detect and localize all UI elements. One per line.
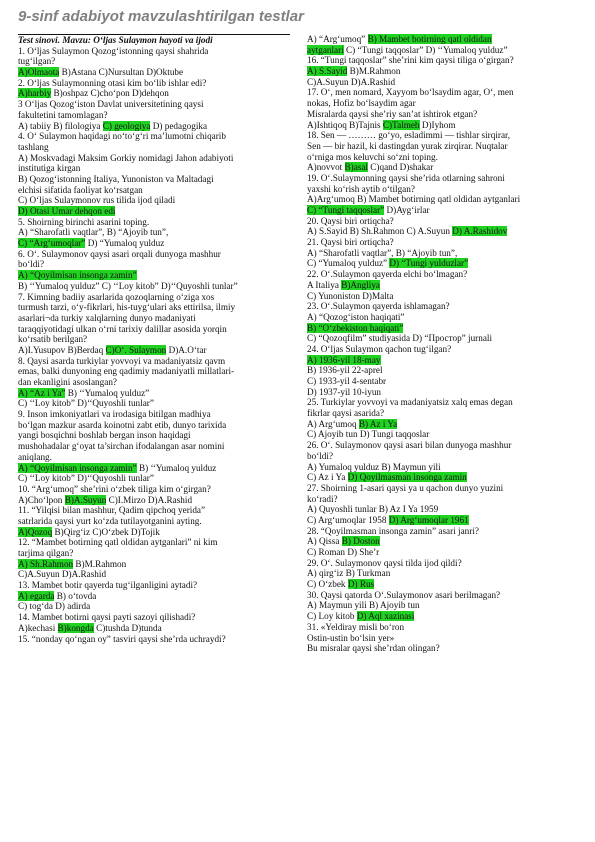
- test-line: [307, 141, 579, 152]
- section-heading: [18, 35, 290, 46]
- text-segment: C)tushda D)tunda: [93, 622, 162, 633]
- text-segment: B) ‘‘Yumaloq yulduz”: [65, 387, 150, 398]
- test-line: [307, 98, 579, 109]
- text-segment: Ostin-ustin bo‘lsin yer»: [307, 632, 395, 643]
- text-segment: taraqqiyotidagi ulkan o‘rni tarixiy dalillar asosida yorqin: [18, 323, 227, 334]
- text-segment: institutiga kirgan: [18, 163, 81, 174]
- test-line: [18, 121, 290, 132]
- test-line: [307, 323, 579, 334]
- test-line: [307, 248, 579, 259]
- text-segment: D)Iyhom: [419, 119, 456, 130]
- test-line: [18, 313, 290, 324]
- text-segment: C) O‘zbek: [307, 579, 348, 590]
- test-line: [18, 548, 290, 559]
- highlighted-answer: B) Doston: [341, 536, 380, 547]
- test-line: [307, 504, 579, 515]
- test-line: [307, 547, 579, 558]
- test-line: [307, 45, 579, 56]
- text-segment: 10. “Arg‘umoq” she’rini o‘zbek tiliga kim o‘girgan?: [18, 483, 211, 494]
- text-segment: 6. O‘. Sulaymonov qaysi asari orqali dunyoga mashhur: [18, 248, 221, 259]
- test-line: [18, 409, 290, 420]
- text-segment: ko‘rsatib berilgan?: [18, 334, 88, 345]
- text-segment: 1. O‘ljas Sulaymon Qozog‘istonning qaysi shahrida: [18, 45, 209, 56]
- text-segment: mushohadalar g‘oyat ta’sirchan ifodalangan asar nomini: [18, 441, 225, 452]
- text-segment: 13. Mambet botir qayerda tug‘ilganligini aytadi?: [18, 580, 198, 591]
- text-segment: 21. Qaysi biri ortiqcha?: [307, 237, 394, 248]
- test-line: [18, 78, 290, 89]
- left-column: [18, 34, 290, 644]
- highlighted-answer: C) “Tungi taqqoslar”: [307, 205, 385, 215]
- test-line: [307, 633, 579, 644]
- text-segment: C) O‘ljas Sulaymonov rus tilida ijod qiladi: [18, 195, 176, 206]
- highlighted-answer: A) egarda: [18, 590, 55, 601]
- text-segment: C) Arg‘umoqlar 1958: [307, 514, 389, 525]
- test-line: [307, 237, 579, 248]
- text-segment: 14. Mambet botirni qaysi payti sazoyi qilishadi?: [18, 612, 196, 623]
- test-line: [307, 526, 579, 537]
- test-line: [18, 67, 290, 78]
- test-line: [18, 473, 290, 484]
- test-line: [18, 153, 290, 164]
- text-segment: C)qand D)shakar: [368, 162, 434, 173]
- text-segment: Bu misralar qaysi she’rdan olingan?: [307, 643, 440, 654]
- text-segment: asarlari¬da turkiy xalqlarning dunyo madaniyati: [18, 312, 196, 323]
- test-line: [18, 463, 290, 474]
- text-segment: 22. O‘.Sulaymon qayerda elchi bo‘lmagan?: [307, 269, 468, 280]
- text-segment: A)Cho‘lpon: [18, 494, 65, 505]
- text-segment: D)Ayg‘irlar: [384, 205, 430, 215]
- text-segment: 9. Inson imkoniyatlari va irodasiga bitilgan madhiya: [18, 409, 211, 420]
- test-line: [18, 259, 290, 270]
- test-line: [18, 505, 290, 516]
- test-line: [307, 376, 579, 387]
- text-segment: 8. Qaysi asarda turkiylar yovvoyi va madaniyatsiz qavm: [18, 355, 226, 366]
- text-segment: B)M.Rahmon: [347, 66, 401, 77]
- text-segment: bo‘ldi?: [18, 259, 45, 270]
- test-line: [307, 130, 579, 141]
- test-line: [307, 419, 579, 430]
- text-segment: nokas, Hofiz bo‘lsaydim agar: [307, 98, 416, 109]
- test-line: [18, 46, 290, 57]
- highlighted-answer: A) 1936-yil 18-may: [307, 354, 381, 365]
- text-segment: C) 1933-yil 4-sentabr: [307, 376, 387, 386]
- highlighted-answer: B)asal: [344, 162, 368, 173]
- text-segment: C)I.Mirzo D)A.Rashid: [106, 494, 193, 505]
- highlighted-answer: D) A.Rashidov: [452, 226, 508, 237]
- text-segment: B)M.Rahmon: [73, 558, 127, 569]
- test-line: [18, 270, 290, 281]
- text-segment: D) 1937-yil 10-iyun: [307, 386, 382, 397]
- test-line: [18, 452, 290, 463]
- text-segment: D) “Yumaloq yulduz: [85, 238, 165, 249]
- text-segment: fakultetini tamomlagan?: [18, 109, 108, 120]
- text-segment: B) ‘‘Yumaloq yulduz” C) ‘‘Loy kitob” D)‘‘Quyoshli tunlar”: [18, 280, 238, 291]
- test-line: [18, 227, 290, 238]
- text-segment: Misralarda qaysi she’riy san’at ishtirok etgan?: [307, 108, 478, 119]
- text-segment: tug‘ilgan?: [18, 56, 56, 67]
- test-line: [307, 173, 579, 184]
- text-segment: A) Qissa: [307, 536, 342, 547]
- text-segment: A) “Arg‘umoq”: [307, 34, 368, 44]
- highlighted-answer: C) geologiya: [102, 120, 151, 131]
- text-segment: 2. O‘ljas Sulaymonning otasi kim bo‘lib ishlar edi?: [18, 77, 207, 88]
- test-line: [307, 440, 579, 451]
- text-segment: A Italiya: [307, 279, 342, 290]
- test-line: [307, 226, 579, 237]
- highlighted-answer: aytganlari: [307, 44, 344, 55]
- test-line: [18, 99, 290, 110]
- text-segment: turmush tarzi, o‘y-fikrlari, his-tuyg‘ulari aks ettirilsa, ilmiy: [18, 302, 236, 313]
- test-line: [307, 483, 579, 494]
- test-line: [18, 516, 290, 527]
- text-segment: A)kechasi: [18, 622, 58, 633]
- text-segment: 28. “Qoyilmasman insonga zamin” asari janri?: [307, 525, 479, 536]
- text-segment: C) Roman D) She’r: [307, 547, 380, 557]
- text-segment: 16. “Tungi taqqoslar” she’rini kim qaysi tiliga o‘girgan?: [307, 55, 514, 66]
- test-line: [18, 527, 290, 538]
- text-segment: A) qirg‘iz B) Turkman: [307, 568, 391, 579]
- test-line: [307, 109, 579, 120]
- test-line: [307, 408, 579, 419]
- highlighted-answer: D) Aql xazinasi: [356, 611, 415, 622]
- test-line: [18, 441, 290, 452]
- highlighted-answer: A) S.Sayid: [307, 66, 348, 77]
- text-segment: 4. O‘ Sulaymon haqidagi no‘to‘g‘ri ma’lumotni chiqarib: [18, 131, 226, 142]
- text-segment: A)Arg‘umoq B) Mambet botirning qatl oldidan aytganlari: [307, 194, 521, 205]
- test-line: [18, 302, 290, 313]
- text-segment: Sen — bir hazil, ki dastingdan yurak zirqirar. Nuqtalar: [307, 140, 508, 151]
- test-line: [307, 365, 579, 376]
- test-line: [307, 333, 579, 344]
- text-segment: 29. O‘. Sulaymonov qaysi tilda ijod qildi?: [307, 557, 462, 568]
- text-segment: C) Az i Ya: [307, 472, 348, 483]
- test-line: [18, 206, 290, 217]
- text-segment: A) Moskvadagi Maksim Gorkiy nomidagi Jahon adabiyoti: [18, 152, 234, 163]
- text-segment: B) Qozog‘istonning Italiya, Yunoniston va Maltadagi: [18, 173, 214, 184]
- text-segment: C) “Yumaloq yulduz”: [307, 258, 390, 269]
- test-line: [307, 462, 579, 473]
- test-line: [18, 398, 290, 409]
- text-segment: B) o‘tovda: [54, 590, 97, 601]
- test-line: [307, 451, 579, 462]
- test-line: [18, 217, 290, 228]
- test-line: [18, 324, 290, 335]
- text-segment: 25. Turkiylar yovvoyi va madaniyatsiz xalq emas degan: [307, 397, 513, 408]
- highlighted-answer: C) “Arg‘umoqlar”: [18, 238, 86, 249]
- highlighted-answer: A) Sh.Rahmon: [18, 558, 74, 569]
- text-segment: 26. O‘. Sulaymonov qaysi asari bilan dunyoga mashhur: [307, 440, 512, 451]
- test-line: [307, 579, 579, 590]
- text-segment: A) Quyoshli tunlar B) Az I Ya 1959: [307, 504, 439, 515]
- text-segment: C) Ajoyib tun D) Tungi taqqoslar: [307, 429, 430, 440]
- text-segment: 24. O‘ljas Sulaymon qachon tug‘ilgan?: [307, 343, 452, 354]
- highlighted-answer: D) Arg‘umoqlar 1961: [388, 514, 469, 525]
- highlighted-answer: D) Qoyilmasman insonga zamin: [347, 472, 467, 483]
- test-line: [18, 110, 290, 121]
- text-segment: emas, balki dunyoning eng qadimiy madaniyatli millatlari-: [18, 366, 235, 377]
- test-line: [18, 580, 290, 591]
- right-column: [307, 34, 579, 654]
- text-segment: C) tog‘da D) adirda: [18, 601, 91, 612]
- test-line: [18, 195, 290, 206]
- test-line: [307, 291, 579, 302]
- text-segment: 18. Sen — ……… go‘yo, esladimmi — tishlar sirqirar,: [307, 130, 511, 141]
- test-line: [18, 174, 290, 185]
- text-segment: C) ‘‘Loy kitob” D)‘‘Quyoshli tunlar”: [18, 398, 154, 409]
- test-line: [307, 162, 579, 173]
- test-line: [18, 238, 290, 249]
- text-segment: 20. Qaysi biri ortiqcha?: [307, 215, 394, 226]
- text-segment: 5. Shoirning birinchi asarini toping.: [18, 216, 150, 227]
- highlighted-answer: B) “O‘zbekiston haqiqati”: [307, 322, 404, 333]
- text-segment: fikrlar qaysi asarida?: [307, 408, 385, 419]
- highlighted-answer: A)Olmaota: [18, 67, 60, 78]
- text-segment: A) “Sharofatli vaqtlar”, B) “Ajoyib tun”,: [307, 247, 458, 258]
- text-segment: yangi bosqichni boshlab bergan inson haqidagi: [18, 430, 191, 441]
- text-segment: 15. “nonday qo‘ngan oy” tasviri qaysi she’rda uchraydi?: [18, 633, 226, 644]
- test-line: [307, 269, 579, 280]
- test-line: [18, 281, 290, 292]
- text-segment: C) ‘‘Loy kitob” D)‘‘Quyoshli tunlar”: [18, 473, 154, 484]
- text-segment: B)Qirg‘iz C)O‘zbek D)Tojik: [52, 526, 160, 537]
- test-line: [18, 88, 290, 99]
- highlighted-answer: B)A.Suyun: [64, 494, 107, 505]
- text-segment: C)A.Suyun D)A.Rashid: [18, 569, 107, 580]
- test-line: [307, 600, 579, 611]
- test-line: [307, 472, 579, 483]
- text-segment: 23. O‘.Sulaymon qayerda ishlamagan?: [307, 301, 450, 312]
- text-segment: A) Yumaloq yulduz B) Maymun yili: [307, 461, 441, 472]
- test-line: [18, 591, 290, 602]
- test-line: [18, 388, 290, 399]
- test-line: [307, 558, 579, 569]
- test-line: [18, 292, 290, 303]
- text-segment: Test sinovi. Mavzu: O‘ljas Sulaymon hayoti va ijodi: [18, 35, 213, 45]
- test-line: [307, 120, 579, 131]
- test-line: [307, 194, 579, 205]
- text-segment: 17. O‘, men nomard, Xayyom bo‘lsaydim agar, O‘, men: [307, 87, 514, 98]
- text-segment: C)A.Suyun D)A.Rashid: [307, 76, 396, 87]
- highlighted-answer: A) “Az i Ya”: [18, 387, 66, 398]
- text-segment: 3 O‘ljas Qozog‘iston Davlat universitetining qaysi: [18, 99, 204, 110]
- test-line: [307, 355, 579, 366]
- page-title: 9-sinf adabiyot mavzulashtirilgan testlar: [18, 8, 304, 25]
- text-segment: B) ‘‘Yumaloq yulduz: [136, 462, 217, 473]
- test-line: [18, 142, 290, 153]
- highlighted-answer: D) Rus: [347, 579, 375, 590]
- test-line: [307, 87, 579, 98]
- test-line: [307, 515, 579, 526]
- highlighted-answer: D) Otasi Umar dehqon edi: [18, 206, 116, 216]
- text-segment: B) 1936-yil 22-aprel: [307, 365, 383, 376]
- test-line: [307, 301, 579, 312]
- test-line: [18, 559, 290, 570]
- text-segment: 11. “Yilqisi bilan mashhur, Qadim qipchoq yerida”: [18, 505, 206, 516]
- test-line: [18, 185, 290, 196]
- test-line: [18, 334, 290, 345]
- text-segment: C) “Qozoqfilm” studiyasida D) “Простор” jurnali: [307, 333, 493, 344]
- test-line: [18, 634, 290, 645]
- test-line: [18, 612, 290, 623]
- test-line: [18, 131, 290, 142]
- text-segment: D) pedagogika: [150, 120, 208, 131]
- test-line: [307, 611, 579, 622]
- test-line: [307, 258, 579, 269]
- test-line: [18, 495, 290, 506]
- test-line: [18, 430, 290, 441]
- text-segment: A) “Qozog‘iston haqiqati”: [307, 311, 405, 322]
- test-line: [307, 643, 579, 654]
- text-segment: B)Astana C)Nursultan D)Oktube: [59, 67, 184, 78]
- test-line: [307, 397, 579, 408]
- highlighted-answer: B) Az i Ya: [358, 418, 398, 429]
- test-line: [307, 622, 579, 633]
- text-segment: tashlang: [18, 141, 49, 152]
- text-segment: A) “Sharofatli vaqtlar”, B) “Ajoyib tun”,: [18, 227, 169, 238]
- test-line: [18, 356, 290, 367]
- text-segment: yaxshi ko‘rish aytib o‘tilgan?: [307, 183, 415, 194]
- test-line: [18, 601, 290, 612]
- test-line: [307, 77, 579, 88]
- text-segment: 7. Kimning badiiy asarlarida qozoqlarning o‘ziga xos: [18, 291, 215, 302]
- test-line: [307, 216, 579, 227]
- text-segment: o‘rniga mos keluvchi so‘zni toping.: [307, 151, 438, 162]
- text-segment: A)Ishtiqoq B)Tajnis: [307, 119, 383, 130]
- highlighted-answer: C)Talmeh: [382, 119, 420, 130]
- highlighted-answer: B) Mambet botirning qatl oldidan: [367, 34, 492, 44]
- text-segment: 19. O‘.Sulaymonning qaysi she’rida otlarning sahroni: [307, 172, 505, 183]
- test-line: [18, 569, 290, 580]
- text-segment: B)oshpaz C)cho‘pon D)dehqon: [51, 88, 169, 99]
- text-segment: 12. “Mambet botirning qatl oldidan aytganlari” ni kim: [18, 537, 218, 548]
- highlighted-answer: B)kongda: [57, 622, 94, 633]
- test-line: [307, 568, 579, 579]
- test-line: [307, 55, 579, 66]
- highlighted-answer: A) “Qoyilmisan insonga zamin”: [18, 270, 137, 281]
- text-segment: bo‘ldi?: [307, 450, 334, 461]
- test-line: [307, 536, 579, 547]
- text-segment: ko‘radi?: [307, 493, 338, 504]
- test-line: [18, 484, 290, 495]
- text-segment: A) Maymun yili B) Ajoyib tun: [307, 600, 420, 611]
- test-line: [307, 429, 579, 440]
- highlighted-answer: D) “Tungi yulduzlar”: [389, 258, 469, 269]
- text-segment: dan ekanligini asoslangan?: [18, 377, 117, 387]
- text-segment: D)A.O‘tar: [166, 344, 207, 355]
- test-line: [18, 377, 290, 388]
- text-segment: C) Yunoniston D)Malta: [307, 290, 394, 301]
- text-segment: satrlarida qaysi yurt ko‘zda tutilayotganini ayting.: [18, 515, 202, 526]
- text-segment: A) Arg‘umoq: [307, 418, 359, 429]
- highlighted-answer: A) “Qoyilmisan insonga zamin”: [18, 462, 137, 473]
- test-line: [307, 280, 579, 291]
- text-segment: A) tabiiy B) filologiya: [18, 120, 103, 131]
- text-segment: tarjima qilgan?: [18, 548, 74, 558]
- test-line: [307, 34, 579, 45]
- test-line: [307, 312, 579, 323]
- text-segment: C) Loy kitob: [307, 611, 357, 622]
- text-segment: A)novvot: [307, 162, 345, 173]
- test-line: [307, 387, 579, 398]
- test-line: [307, 205, 579, 216]
- test-line: [18, 420, 290, 431]
- text-segment: elchisi sifatida faoliyat ko‘rsatgan: [18, 184, 143, 195]
- text-segment: 27. Shoirning 1-asari qaysi ya u qachon dunyo yuzini: [307, 482, 504, 493]
- test-line: [18, 537, 290, 548]
- text-segment: 31. «Yeldiray misli bo‘ron: [307, 621, 405, 632]
- highlighted-answer: B)Angliya: [341, 279, 380, 290]
- highlighted-answer: A)harbiy: [18, 88, 52, 99]
- test-line: [18, 345, 290, 356]
- text-segment: aniqlang.: [18, 451, 52, 462]
- text-segment: C) “Tungi taqqoslar” D) ‘‘Yumaloq yulduz”: [343, 44, 508, 55]
- highlighted-answer: A)Qozoq: [18, 526, 53, 537]
- test-line: [307, 66, 579, 77]
- test-line: [307, 344, 579, 355]
- test-line: [18, 249, 290, 260]
- test-line: [307, 590, 579, 601]
- test-line: [307, 184, 579, 195]
- test-line: [18, 366, 290, 377]
- text-segment: bo‘lgan mazkur asarda koinotni zabt etib, dunyo tarixida: [18, 419, 227, 430]
- text-segment: 30. Qaysi qatorda O‘.Sulaymonov asari berilmagan?: [307, 589, 501, 600]
- text-segment: A) S.Sayid B) Sh.Rahmon C) A.Suyun: [307, 226, 453, 237]
- test-line: [307, 152, 579, 163]
- highlighted-answer: C)O‘. Sulaymon: [105, 344, 167, 355]
- test-line: [18, 163, 290, 174]
- test-line: [307, 494, 579, 505]
- text-segment: A)I.Yusupov B)Berdaq: [18, 344, 106, 355]
- test-line: [18, 623, 290, 634]
- test-line: [18, 56, 290, 67]
